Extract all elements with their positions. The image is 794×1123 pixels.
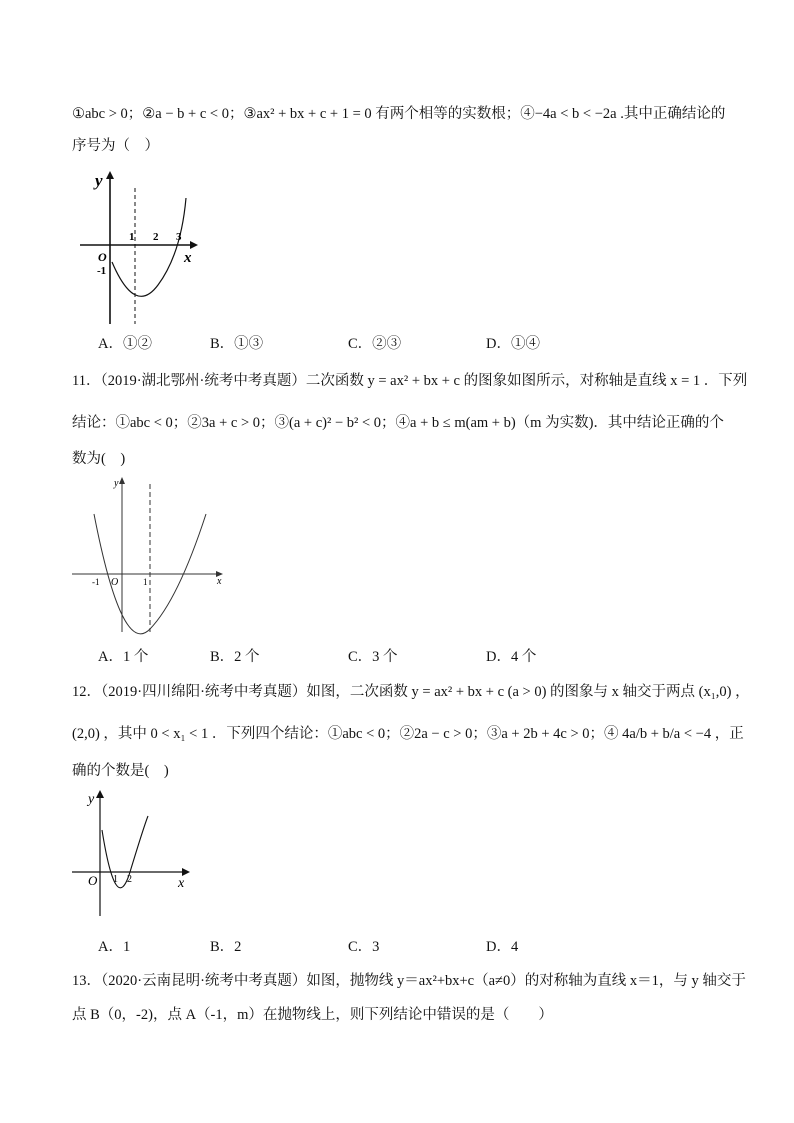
q11-stem-line1: 11．（2019·湖北鄂州·统考中考真题）二次函数 y = ax² + bx + c 的图象如图所示，对称轴是直线 x = 1 ．下列 <box>72 373 748 389</box>
q11-option-c[interactable]: C．3 个 <box>348 649 398 665</box>
q11-tick-minus1: -1 <box>92 577 100 587</box>
q10-y-label: y <box>95 171 103 190</box>
q11-x-label: x <box>217 576 222 587</box>
q11-stem-line3: 数为( ) <box>72 451 126 467</box>
q12-stem-line2: (2,0) ，其中 0 < x₁ < 1 ．下列四个结论：①abc < 0；②2a − c > 0；③a + 2b + 4c > 0；④ 4a/b + b/a < −4 ，正 <box>72 726 744 742</box>
q10-option-d[interactable]: D．①④ <box>486 336 540 352</box>
q11-option-a[interactable]: A．1 个 <box>98 649 149 665</box>
q11-option-b[interactable]: B．2 个 <box>210 649 260 665</box>
q12-option-c[interactable]: C．3 <box>348 939 380 955</box>
q12-y-label: y <box>88 792 95 807</box>
q10-tick-minus1: -1 <box>97 265 107 277</box>
q12-option-d[interactable]: D．4 <box>486 939 519 955</box>
q10-origin-label: O <box>98 250 107 264</box>
q11-origin-label: O <box>111 577 119 588</box>
q11-y-label: y <box>114 478 119 489</box>
q12-graph <box>70 788 200 918</box>
q12-tick-1: 1 <box>113 874 118 885</box>
q11-graph <box>70 474 230 634</box>
q10-graph <box>78 168 208 326</box>
q12-x-label: x <box>178 876 185 891</box>
q10-tick-2: 2 <box>153 231 159 243</box>
q13-stem-line2: 点 B（0，-2)，点 A（-1，m）在抛物线上，则下列结论中错误的是（ ） <box>72 1007 553 1023</box>
q10-x-label: x <box>184 250 192 266</box>
q10-prompt-line: 序号为（ ） <box>72 138 159 154</box>
q10-tick-1: 1 <box>129 231 135 243</box>
q13-stem-line1: 13．（2020·云南昆明·统考中考真题）如图，抛物线 y＝ax²+bx+c（a≠0）的对称轴为直线 x＝1，与 y 轴交于 <box>72 973 746 989</box>
q11-stem-line2: 结论：①abc < 0；②3a + c > 0；③(a + c)² − b² < 0；④a + b ≤ m(am + b)（m 为实数)．其中结论正确的个 <box>72 415 724 431</box>
q12-stem-line1: 12．（2019·四川绵阳·统考中考真题）如图，二次函数 y = ax² + bx + c (a > 0) 的图象与 x 轴交于两点 (x₁,0) ， <box>72 684 750 700</box>
q10-conclusions-line: ①abc > 0；②a − b + c < 0；③ax² + bx + c + 1 = 0 有两个相等的实数根；④−4a < b < −2a .其中正确结论的 <box>72 106 726 122</box>
q12-origin-label: O <box>88 873 98 888</box>
q12-tick-2: 2 <box>127 874 132 885</box>
q11-option-d[interactable]: D．4 个 <box>486 649 537 665</box>
q10-option-a[interactable]: A．①② <box>98 336 152 352</box>
q12-option-b[interactable]: B．2 <box>210 939 242 955</box>
q12-stem-line3: 确的个数是( ) <box>72 763 169 779</box>
q10-option-c[interactable]: C．②③ <box>348 336 402 352</box>
q10-tick-3: 3 <box>176 231 182 243</box>
q12-option-a[interactable]: A．1 <box>98 939 131 955</box>
q11-tick-1: 1 <box>143 577 148 587</box>
q10-option-b[interactable]: B．①③ <box>210 336 264 352</box>
